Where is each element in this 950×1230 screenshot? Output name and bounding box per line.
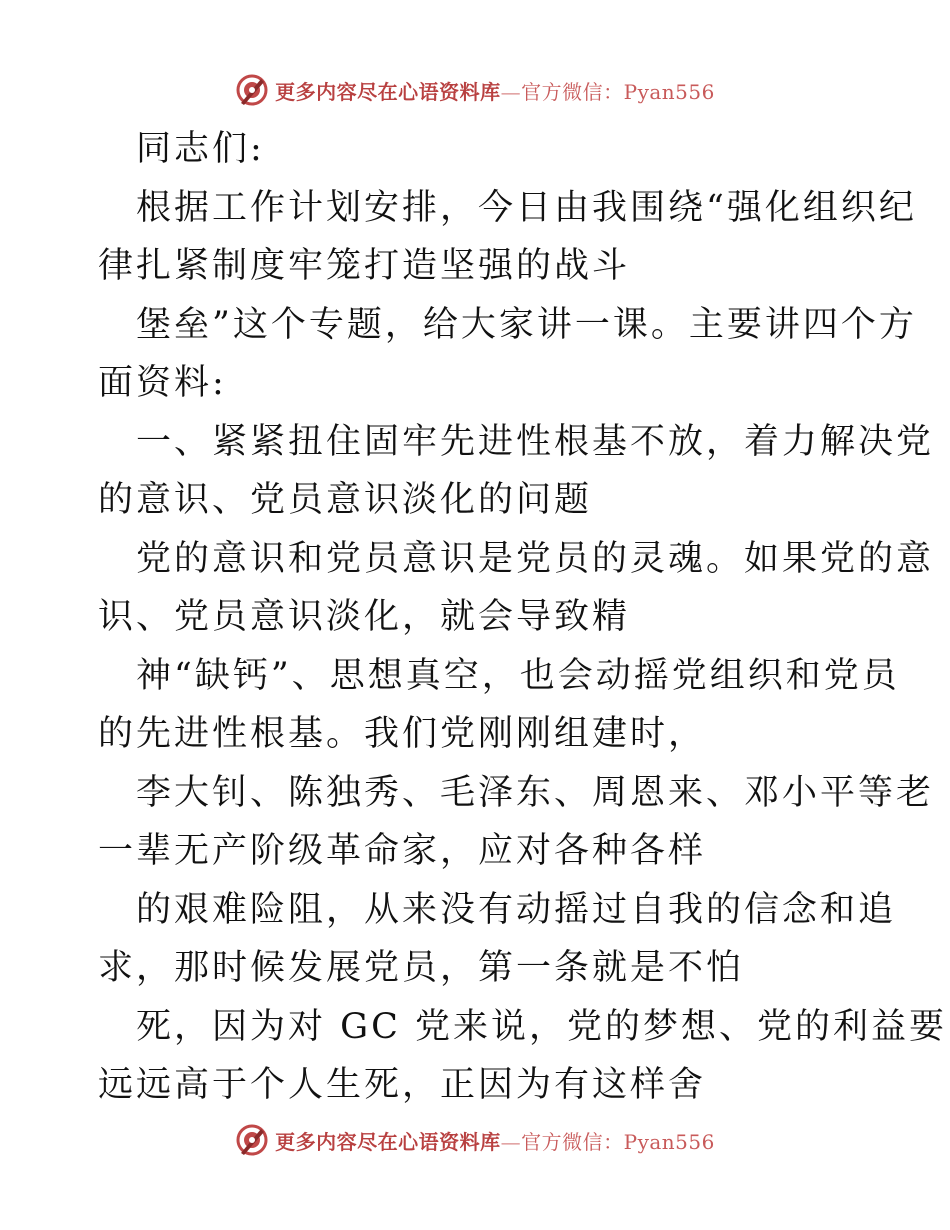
body-line: 求，那时候发展党员，第一条就是不怕 <box>98 948 745 988</box>
quill-seal-icon <box>235 1123 269 1157</box>
body-line: 面资料: <box>98 363 227 403</box>
body-line: 律扎紧制度牢笼打造坚强的战斗 <box>98 246 631 286</box>
body-line: 的艰难险阻，从来没有动摇过自我的信念和追 <box>136 889 897 930</box>
footer-banner <box>0 1120 950 1160</box>
banner-main-text: 更多内容尽在心语资料库 <box>275 79 501 104</box>
body-line: 一辈无产阶级革命家，应对各种各样 <box>98 831 707 871</box>
body-line: 死，因为对 GC 党来说，党的梦想、党的利益要 <box>136 1006 947 1047</box>
body-line: 神“缺钙”、思想真空，也会动摇党组织和党员 <box>136 655 900 696</box>
banner-text <box>275 1126 715 1155</box>
body-line: 党的意识和党员意识是党员的灵魂。如果党的意 <box>136 538 935 579</box>
header-banner <box>0 70 950 110</box>
body-line: 的先进性根基。我们党刚刚组建时， <box>98 714 707 754</box>
banner-tail-text: 官方微信：Pyan556 <box>521 79 715 104</box>
body-line: 识、党员意识淡化，就会导致精 <box>98 597 631 637</box>
banner-text <box>275 76 715 105</box>
body-line: 一、紧紧扭住固牢先进性根基不放，着力解决党 <box>136 421 935 462</box>
body-line: 根据工作计划安排，今日由我围绕“强化组织纪 <box>136 187 917 228</box>
body-line: 远远高于个人生死，正因为有这样舍 <box>98 1065 707 1105</box>
banner-tail-text: 官方微信：Pyan556 <box>521 1129 715 1154</box>
document-body <box>98 120 947 1115</box>
quill-seal-icon <box>235 73 269 107</box>
banner-main-text: 更多内容尽在心语资料库 <box>275 1129 501 1154</box>
body-line: 同志们: <box>136 129 265 169</box>
banner-separator: — <box>500 1129 522 1154</box>
body-line: 堡垒”这个专题，给大家讲一课。主要讲四个方 <box>136 304 917 345</box>
body-line: 李大钊、陈独秀、毛泽东、周恩来、邓小平等老 <box>136 772 935 813</box>
banner-separator: — <box>500 79 522 104</box>
body-line: 的意识、党员意识淡化的问题 <box>98 480 593 520</box>
